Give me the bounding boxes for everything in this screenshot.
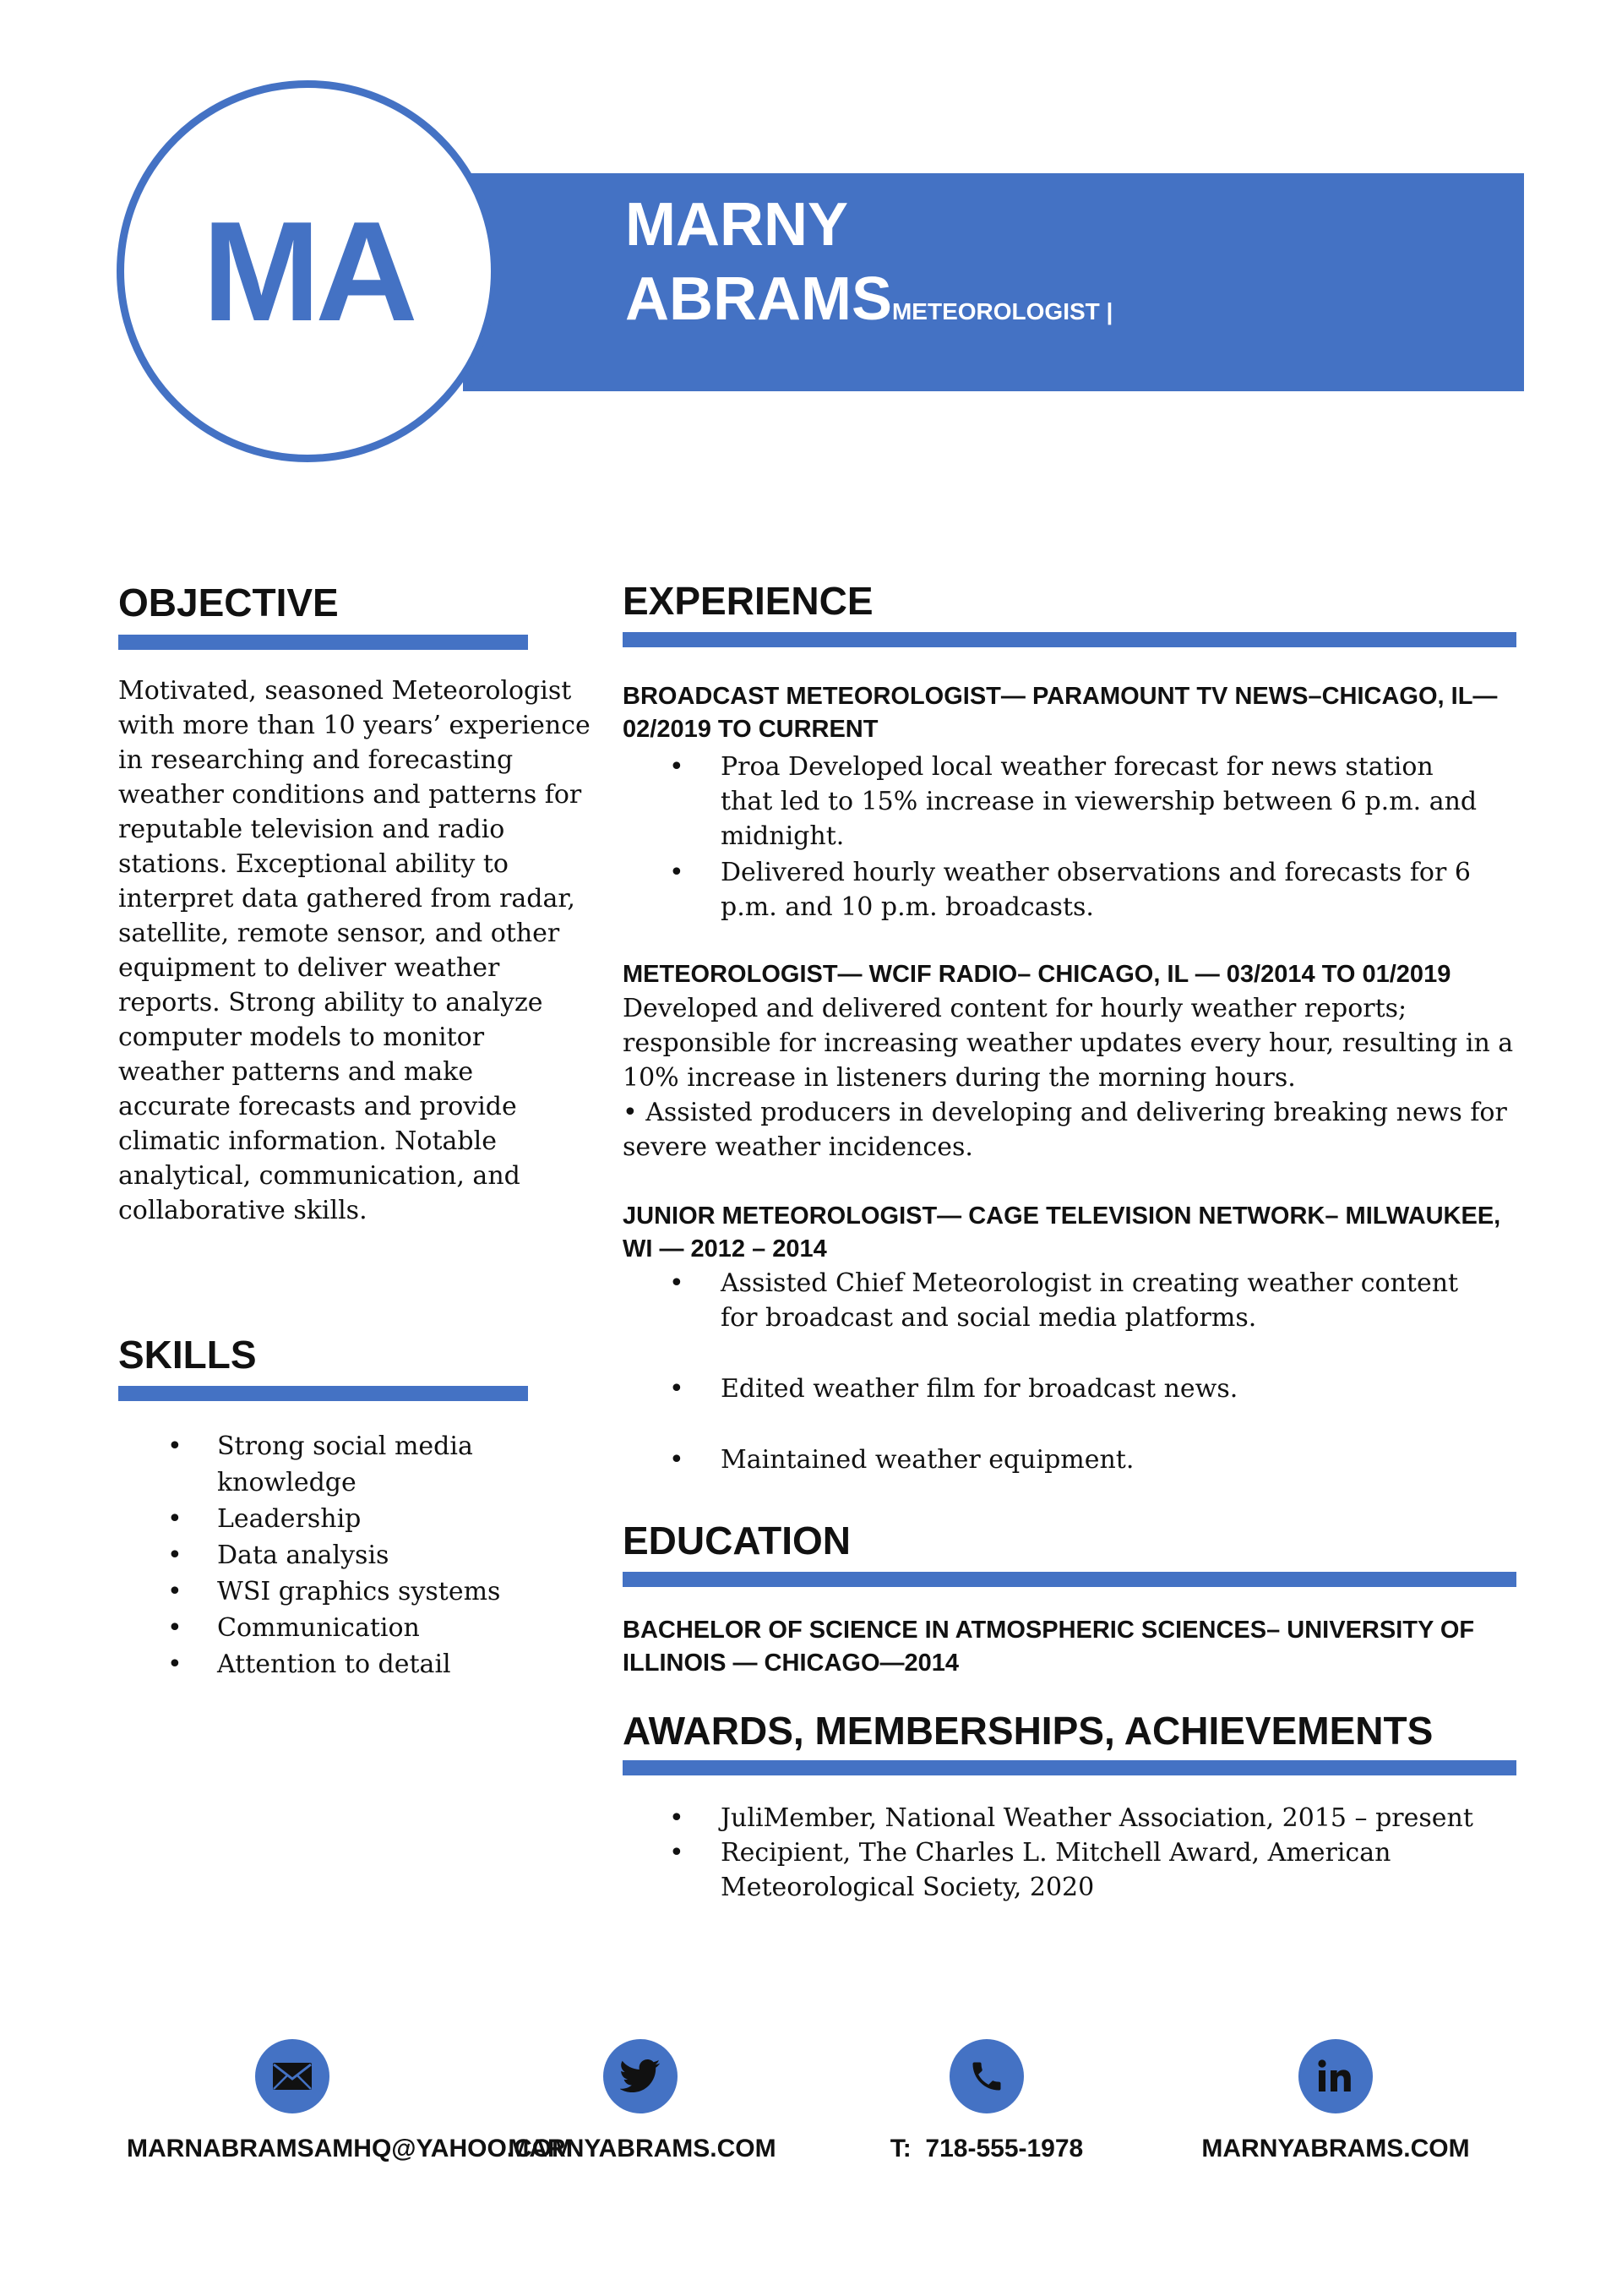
name-block xyxy=(625,188,1113,349)
linkedin-icon-graphic xyxy=(1317,2059,1354,2093)
contact-email[interactable]: MARNABRAMSAMHQ@YAHOO.COM xyxy=(127,2135,574,2162)
twitter-icon-graphic xyxy=(620,2059,661,2093)
objective-heading: OBJECTIVE xyxy=(118,581,339,624)
objective-text: Motivated, seasoned Meteorologist with more than 10 years’ experience in researching and forecasting weather conditions and patterns for reputable television and radio stations. Exceptional ability to interpret data gathered from radar, satellite, remote sensor, and other equipment to deliver weather reports. Strong ability to analyze computer models to monitor weather patterns and make accurate forecasts and provide climatic information. Notable analytical, communication, and collaborative skills. xyxy=(118,676,591,1225)
twitter-icon[interactable] xyxy=(603,2039,678,2113)
monogram: MA xyxy=(202,191,413,351)
linkedin-icon[interactable] xyxy=(1298,2039,1373,2113)
awards-rule xyxy=(623,1760,1516,1775)
list-item: • Delivered hourly weather observations and forecasts for 6 p.m. and 10 p.m. broadcasts. xyxy=(623,855,1493,924)
awards-heading: AWARDS, MEMBERSHIPS, ACHIEVEMENTS xyxy=(623,1709,1434,1753)
list-item: • Recipient, The Charles L. Mitchell Award, American Meteorological Society, 2020 xyxy=(623,1835,1493,1905)
job-title-2: METEOROLOGIST— WCIF RADIO– CHICAGO, IL — 03/2014 TO 01/2019 xyxy=(623,961,1451,988)
last-name-line xyxy=(625,262,1113,349)
job-title: METEOROLOGIST | xyxy=(891,298,1113,324)
job-2-text: Developed and delivered content for hourly weather reports; responsible for increasing weather updates every hour, resulting in a 10% increase in listeners during the morning hours. xyxy=(623,994,1514,1093)
education-degree: BACHELOR OF SCIENCE IN ATMOSPHERIC SCIENCES– UNIVERSITY OF ILLINOIS — CHICAGO—2014 xyxy=(623,1617,1475,1677)
list-item: • Communication xyxy=(118,1610,541,1646)
list-item: • Leadership xyxy=(118,1501,541,1537)
list-item: • Strong social media knowledge xyxy=(118,1428,541,1501)
job-title-1: BROADCAST METEOROLOGIST— PARAMOUNT TV NEWS–CHICAGO, IL— 02/2019 TO CURRENT xyxy=(623,683,1498,743)
phone-icon[interactable] xyxy=(950,2039,1024,2113)
list-item: • JuliMember, National Weather Association, 2015 – present xyxy=(623,1801,1493,1835)
last-name: ABRAMS xyxy=(625,265,892,333)
education-heading: EDUCATION xyxy=(623,1519,852,1562)
list-item: • Edited weather film for broadcast news. xyxy=(623,1372,1493,1406)
list-item: • Attention to detail xyxy=(118,1646,541,1682)
envelope-icon[interactable] xyxy=(255,2039,329,2113)
skills-rule xyxy=(118,1386,528,1401)
contact-phone[interactable]: T: 718-555-1978 xyxy=(890,2135,1084,2162)
job-title-3: JUNIOR METEOROLOGIST— CAGE TELEVISION NETWORK– MILWAUKEE, WI — 2012 – 2014 xyxy=(623,1203,1501,1263)
list-item: • Data analysis xyxy=(118,1537,541,1573)
envelope-icon-graphic xyxy=(271,2061,313,2091)
skills-list xyxy=(118,1428,541,1682)
job-1-bullets xyxy=(623,750,1493,924)
contact-twitter[interactable]: MARNYABRAMS.COM xyxy=(508,2135,776,2162)
list-item: • Proa Developed local weather forecast for news station that led to 15% increase in viewership between 6 p.m. and midnight. xyxy=(623,750,1493,854)
job-3-bullets xyxy=(623,1266,1493,1477)
contact-linkedin[interactable]: MARNYABRAMS.COM xyxy=(1201,2135,1470,2162)
skills-heading: SKILLS xyxy=(118,1333,257,1377)
awards-list xyxy=(623,1801,1493,1905)
experience-heading: EXPERIENCE xyxy=(623,579,874,623)
list-item: • Maintained weather equipment. xyxy=(623,1442,1493,1477)
list-item: • Assisted Chief Meteorologist in creating weather content for broadcast and social media platforms. xyxy=(623,1266,1493,1335)
job-2-text-bullet: • Assisted producers in developing and delivering breaking news for severe weather incidences. xyxy=(623,1098,1507,1162)
objective-rule xyxy=(118,635,528,650)
phone-icon-graphic xyxy=(968,2058,1005,2095)
list-item: • WSI graphics systems xyxy=(118,1573,541,1610)
education-rule xyxy=(623,1572,1516,1587)
first-name: MARNY xyxy=(625,191,848,259)
experience-rule xyxy=(623,632,1516,647)
